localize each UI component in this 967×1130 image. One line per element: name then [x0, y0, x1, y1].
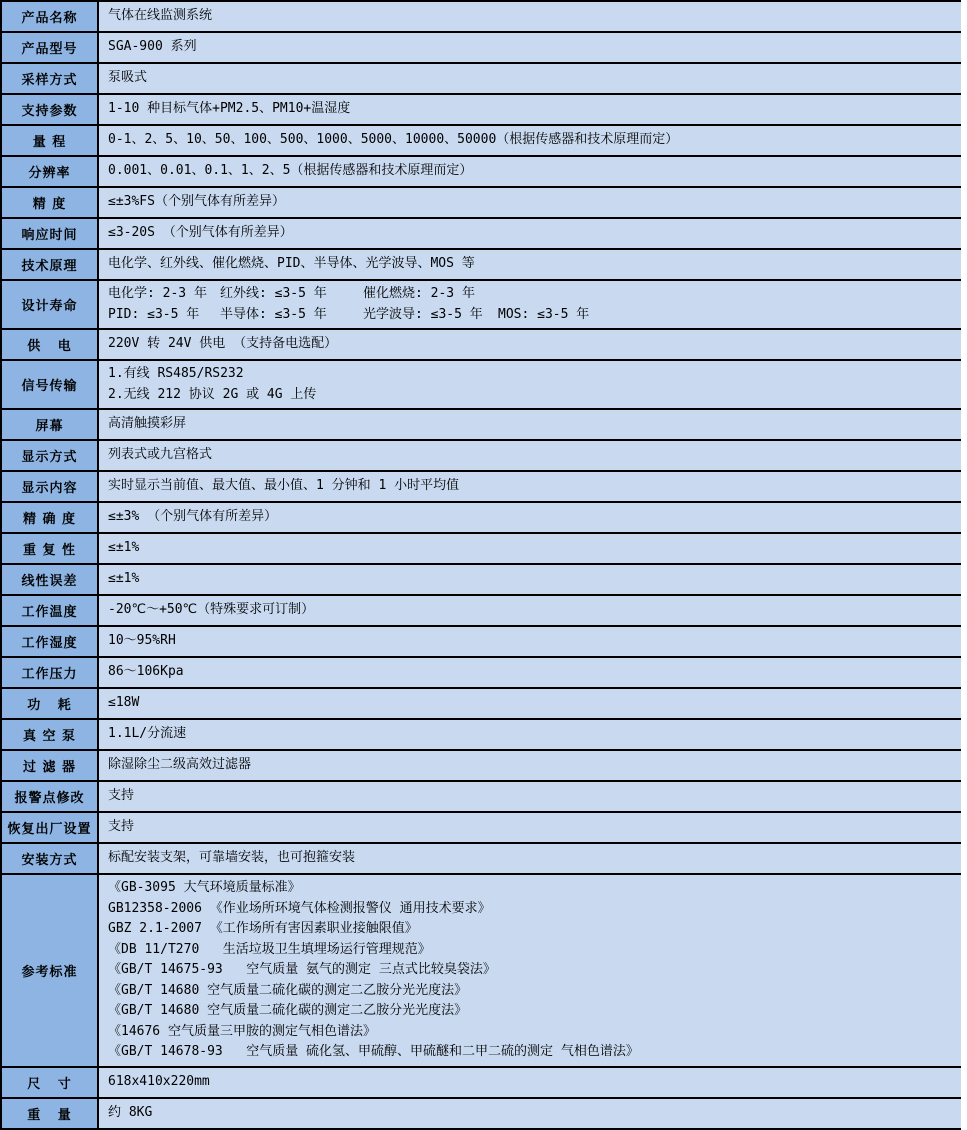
spec-value-line: 《GB/T 14680 空气质量二硫化碳的测定二乙胺分光光度法》 [108, 982, 468, 998]
spec-row [2, 330, 961, 361]
spec-value [97, 875, 961, 1066]
spec-value-line: 支持 [108, 788, 135, 804]
spec-row [2, 410, 961, 441]
spec-value [97, 751, 961, 780]
spec-row [2, 33, 961, 64]
spec-value-segment: 催化燃烧: 2-3 年 [363, 286, 475, 301]
spec-value-line: SGA-900 系列 [108, 39, 197, 55]
spec-label: 精 度 [2, 188, 97, 217]
spec-label: 量 程 [2, 126, 97, 155]
spec-value-line [108, 305, 955, 326]
spec-value-line: 1.1L/分流速 [108, 726, 187, 742]
spec-value-line: 86～106Kpa [108, 664, 184, 680]
spec-value-line: 除湿除尘二级高效过滤器 [108, 757, 252, 773]
spec-value [97, 472, 961, 501]
spec-row [2, 64, 961, 95]
spec-value [97, 844, 961, 873]
spec-value [97, 250, 961, 279]
spec-value [97, 565, 961, 594]
spec-value [97, 2, 961, 31]
spec-row [2, 188, 961, 219]
spec-value-line: 618x410x220mm [108, 1073, 210, 1089]
spec-value [97, 361, 961, 408]
spec-value-line: 《GB/T 14675-93 空气质量 氨气的测定 三点式比较臭袋法》 [108, 962, 496, 977]
spec-value-line: 2.无线 212 协议 2G 或 4G 上传 [108, 386, 317, 402]
spec-label: 显示方式 [2, 441, 97, 470]
spec-value-line: 约 8KG [108, 1104, 153, 1120]
spec-label: 设计寿命 [2, 281, 97, 328]
spec-value [97, 410, 961, 439]
spec-row [2, 361, 961, 410]
spec-label: 工作压力 [2, 658, 97, 687]
spec-value-line: 《GB-3095 大气环境质量标准》 [108, 880, 301, 895]
spec-value-line: 列表式或九宫格式 [108, 447, 213, 463]
spec-value-line: 标配安装支架，可靠墙安装，也可抱箍安装 [108, 850, 356, 866]
spec-value-segment: 半导体: ≤3-5 年 [220, 306, 327, 322]
spec-row [2, 813, 961, 844]
spec-label: 过 滤 器 [2, 751, 97, 780]
spec-row [2, 472, 961, 503]
spec-row [2, 219, 961, 250]
spec-value-segment: MOS: ≤3-5 年 [498, 306, 590, 322]
spec-value [97, 126, 961, 155]
spec-value-line: 《GB/T 14680 空气质量二硫化碳的测定二乙胺分光光度法》 [108, 1003, 468, 1018]
spec-row [2, 126, 961, 157]
spec-label: 精 确 度 [2, 503, 97, 532]
spec-value [97, 658, 961, 687]
spec-value [97, 1099, 961, 1128]
spec-label: 支持参数 [2, 95, 97, 124]
spec-label: 尺 寸 [2, 1068, 97, 1097]
spec-value-line: 气体在线监测系统 [108, 8, 213, 24]
spec-row [2, 1068, 961, 1099]
spec-value-line: 高清触摸彩屏 [108, 416, 187, 432]
spec-value [97, 813, 961, 842]
spec-row [2, 720, 961, 751]
spec-row [2, 875, 961, 1068]
spec-label: 重 量 [2, 1099, 97, 1128]
spec-value [97, 689, 961, 718]
spec-value-line: 10～95%RH [108, 633, 176, 649]
spec-value [97, 219, 961, 248]
spec-value [97, 720, 961, 749]
spec-row [2, 95, 961, 126]
spec-value-line: 0.001、0.01、0.1、1、2、5（根据传感器和技术原理而定） [108, 163, 473, 179]
spec-label: 显示内容 [2, 472, 97, 501]
spec-label: 安装方式 [2, 844, 97, 873]
spec-value-line: ≤±3%FS（个别气体有所差异） [108, 194, 285, 210]
spec-label: 供 电 [2, 330, 97, 359]
spec-label: 信号传输 [2, 361, 97, 408]
spec-value-line: GB12358-2006 《作业场所环境气体检测报警仪 通用技术要求》 [108, 900, 491, 916]
spec-value-line: 支持 [108, 819, 135, 835]
spec-value-line: 《14676 空气质量三甲胺的测定气相色谱法》 [108, 1023, 376, 1039]
spec-row [2, 2, 961, 33]
spec-row [2, 689, 961, 720]
spec-value-segment: 电化学: 2-3 年 [108, 286, 207, 301]
spec-value-line: 220V 转 24V 供电 （支持备电选配） [108, 336, 338, 352]
spec-value-line: 电化学、红外线、催化燃烧、PID、半导体、光学波导、MOS 等 [108, 256, 475, 272]
spec-label: 功 耗 [2, 689, 97, 718]
spec-row [2, 250, 961, 281]
spec-value-line: ≤±1% [108, 540, 140, 556]
spec-value [97, 330, 961, 359]
spec-value [97, 33, 961, 62]
spec-row [2, 281, 961, 330]
spec-value-line: 泵吸式 [108, 70, 148, 86]
spec-value [97, 281, 961, 328]
spec-label: 分辨率 [2, 157, 97, 186]
spec-row [2, 157, 961, 188]
spec-value [97, 503, 961, 532]
spec-label: 工作温度 [2, 596, 97, 625]
spec-value [97, 1068, 961, 1097]
spec-value [97, 627, 961, 656]
spec-value-line: 1.有线 RS485/RS232 [108, 366, 244, 381]
spec-value [97, 534, 961, 563]
spec-label: 恢复出厂设置 [2, 813, 97, 842]
spec-value-line: -20℃～+50℃（特殊要求可订制） [108, 602, 315, 618]
spec-value-line: ≤±1% [108, 571, 140, 587]
spec-value-line [108, 284, 955, 305]
spec-label: 屏幕 [2, 410, 97, 439]
spec-row [2, 565, 961, 596]
spec-label: 技术原理 [2, 250, 97, 279]
spec-row [2, 627, 961, 658]
spec-value [97, 64, 961, 93]
spec-row [2, 1099, 961, 1130]
spec-value-line: GBZ 2.1-2007 《工作场所有害因素职业接触限值》 [108, 921, 418, 936]
spec-label: 重 复 性 [2, 534, 97, 563]
spec-label: 参考标准 [2, 875, 97, 1066]
spec-value-segment: 红外线: ≤3-5 年 [220, 286, 327, 301]
spec-label: 采样方式 [2, 64, 97, 93]
spec-value-line: 1-10 种目标气体+PM2.5、PM10+温湿度 [108, 101, 351, 117]
spec-value-line: 《GB/T 14678-93 空气质量 硫化氢、甲硫醇、甲硫醚和二甲二硫的测定 气相色谱法》 [108, 1044, 639, 1059]
spec-value [97, 782, 961, 811]
spec-label: 响应时间 [2, 219, 97, 248]
spec-value [97, 157, 961, 186]
spec-value-segment: 光学波导: ≤3-5 年 [363, 306, 483, 322]
spec-value-line: 实时显示当前值、最大值、最小值、1 分钟和 1 小时平均值 [108, 478, 460, 494]
spec-value [97, 441, 961, 470]
spec-value [97, 596, 961, 625]
spec-value [97, 188, 961, 217]
spec-value-line: ≤18W [108, 695, 140, 711]
spec-value-line: ≤±3% （个别气体有所差异） [108, 509, 278, 525]
spec-row [2, 658, 961, 689]
spec-row [2, 596, 961, 627]
spec-label: 产品名称 [2, 2, 97, 31]
spec-label: 产品型号 [2, 33, 97, 62]
spec-row [2, 534, 961, 565]
spec-value-line: ≤3-20S （个别气体有所差异） [108, 225, 293, 241]
spec-label: 真 空 泵 [2, 720, 97, 749]
spec-value-line: 《DB 11/T270 生活垃圾卫生填埋场运行管理规范》 [108, 941, 431, 957]
spec-value-line: 0-1、2、5、10、50、100、500、1000、5000、10000、50000（根据传感器和技术原理而定） [108, 132, 679, 148]
spec-value-segment: PID: ≤3-5 年 [108, 306, 200, 322]
spec-row [2, 782, 961, 813]
spec-row [2, 503, 961, 534]
spec-label: 报警点修改 [2, 782, 97, 811]
spec-value [97, 95, 961, 124]
spec-row [2, 844, 961, 875]
spec-label: 工作湿度 [2, 627, 97, 656]
spec-label: 线性误差 [2, 565, 97, 594]
spec-row [2, 751, 961, 782]
spec-row [2, 441, 961, 472]
